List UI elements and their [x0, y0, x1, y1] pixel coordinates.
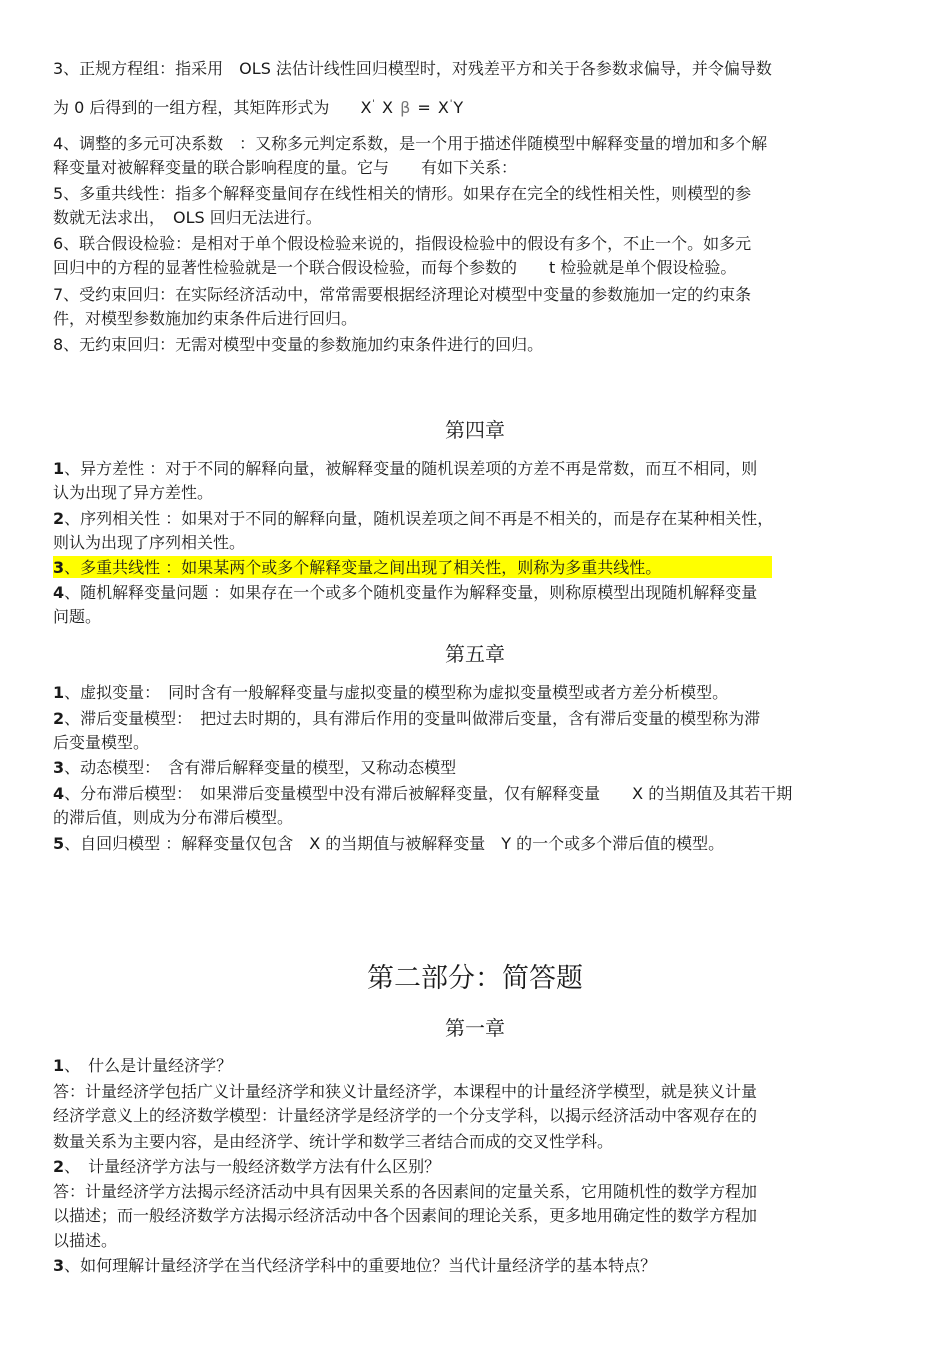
lagged-model-line-2: 后变量模型。 [53, 733, 150, 752]
formula-y: Y [453, 98, 465, 117]
dummy-variable-line-1: 1、虚拟变量： 同时含有一般解释变量与虚拟变量的模型称为虚拟变量模型或者方差分析模型。 [53, 683, 729, 702]
adjusted-r2-line-2: 释变量对被解释变量的联合影响程度的量。它与 有如下关系： [53, 158, 518, 177]
distributed-lag-line-2: 的滞后值，则成为分布滞后模型。 [53, 808, 294, 827]
joint-test-line-1: 6、联合假设检验：是相对于单个假设检验来说的，指假设检验中的假设有多个，不止一个。如多元 [53, 234, 752, 253]
highlighted-multicollinearity-line: 3、多重共线性 ：如果某两个或多个解释变量之间出现了相关性，则称为多重共线性。 [53, 558, 662, 577]
answer-2-line-2: 以描述；而一般经济数学方法揭示经济活动中各个因素间的理论关系，更多地用确定性的数学方程加 [53, 1206, 758, 1225]
question-1: 1、 什么是计量经济学？ [53, 1056, 233, 1075]
part-2-title: 第二部分：简答题 [367, 963, 583, 994]
formula-x: X [382, 98, 394, 117]
formula-transpose: ' [449, 99, 454, 109]
joint-test-line-2: 回归中的方程的显著性检验就是一个联合假设检验，而每个参数的 t 检验就是单个假设检验。 [53, 258, 737, 277]
restricted-regression-line-1: 7、受约束回归：在实际经济活动中，常常需要根据经济理论对模型中变量的参数施加一定的约束条 [53, 285, 752, 304]
multicollinearity-line-1: 5、多重共线性：指多个解释变量间存在线性相关的情形。如果存在完全的线性相关性，则模型的参 [53, 184, 752, 203]
normal-equations-line-1: 3、正规方程组：指采用 OLS 法估计线性回归模型时，对残差平方和关于各参数求偏导，并令偏导数 [53, 59, 772, 78]
formula-x: X [360, 98, 373, 117]
lagged-model-line-1: 2、滞后变量模型： 把过去时期的，具有滞后作用的变量叫做滞后变量，含有滞后变量的模型称为滞 [53, 709, 761, 728]
formula-eq-x: = X [417, 98, 450, 117]
formula-transpose: ' [372, 99, 376, 109]
matrix-formula [360, 98, 464, 117]
heteroskedasticity-line-1: 1、异方差性 ：对于不同的解释向量，被解释变量的随机误差项的方差不再是常数，而互不相同，则 [53, 459, 758, 478]
normal-equations-text: 为 0 后得到的一组方程，其矩阵形式为 [53, 98, 330, 117]
multicollinearity-line-2: 数就无法求出， OLS 回归无法进行。 [53, 208, 322, 227]
adjusted-r2-line-1: 4、调整的多元可决系数 ：又称多元判定系数，是一个用于描述伴随模型中解释变量的增加和多个解 [53, 134, 768, 153]
autoregressive-line-1: 5、自回归模型 ：解释变量仅包含 X 的当期值与被解释变量 Y 的一个或多个滞后值的模型。 [53, 834, 725, 853]
normal-equations-line-2 [53, 97, 464, 122]
random-regressor-line-2: 问题。 [53, 607, 102, 626]
dynamic-model-line-1: 3、动态模型： 含有滞后解释变量的模型，又称动态模型 [53, 758, 457, 777]
serial-correlation-line-2: 则认为出现了序列相关性。 [53, 533, 246, 552]
heteroskedasticity-line-2: 认为出现了异方差性。 [53, 483, 214, 502]
answer-1-line-1: 答：计量经济学包括广义计量经济学和狭义计量经济学，本课程中的计量经济学模型，就是狭义计量 [53, 1082, 758, 1101]
question-3: 3、如何理解计量经济学在当代经济学科中的重要地位？当代计量经济学的基本特点？ [53, 1256, 657, 1275]
question-2: 2、 计量经济学方法与一般经济数学方法有什么区别？ [53, 1157, 441, 1176]
answer-2-line-1: 答：计量经济学方法揭示经济活动中具有因果关系的各因素间的定量关系，它用随机性的数学方程加 [53, 1182, 758, 1201]
answer-2-line-3: 以描述。 [53, 1231, 118, 1250]
chapter-4-title: 第四章 [445, 418, 505, 442]
chapter-5-title: 第五章 [445, 642, 505, 666]
unrestricted-regression-line-1: 8、无约束回归：无需对模型中变量的参数施加约束条件进行的回归。 [53, 335, 544, 354]
distributed-lag-line-1: 4、分布滞后模型： 如果滞后变量模型中没有滞后被解释变量，仅有解释变量 X 的当期值及其若干期 [53, 784, 793, 803]
formula-beta: β [400, 98, 412, 117]
chapter-1-title: 第一章 [445, 1016, 505, 1040]
answer-1-line-2: 经济学意义上的经济数学模型：计量经济学是经济学的一个分支学科，以揭示经济活动中客观存在的 [53, 1106, 758, 1125]
answer-1-line-3: 数量关系为主要内容，是由经济学、统计学和数学三者结合而成的交叉性学科。 [53, 1132, 614, 1151]
restricted-regression-line-2: 件，对模型参数施加约束条件后进行回归。 [53, 309, 358, 328]
random-regressor-line-1: 4、随机解释变量问题 ：如果存在一个或多个随机变量作为解释变量，则称原模型出现随机解释变量 [53, 583, 758, 602]
serial-correlation-line-1: 2、序列相关性 ：如果对于不同的解释向量，随机误差项之间不再是不相关的，而是存在某种相关性， [53, 509, 774, 528]
